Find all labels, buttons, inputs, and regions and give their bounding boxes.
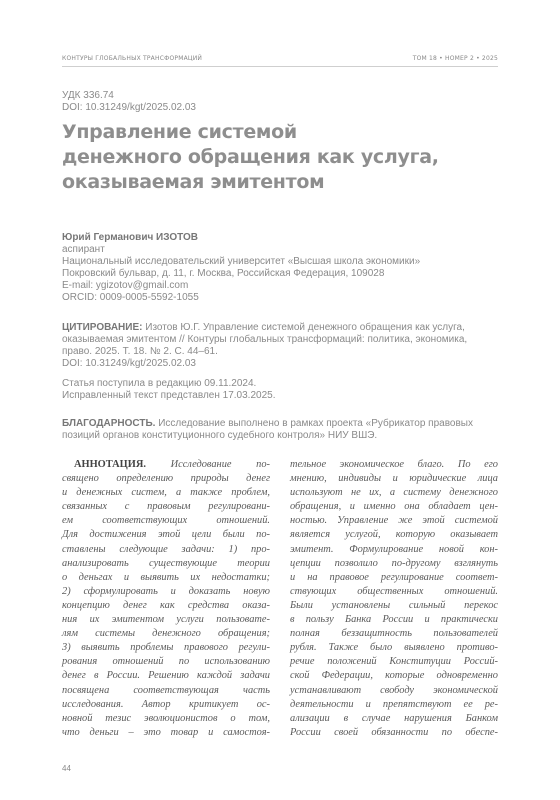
acknowledgement-label: БЛАГОДАРНОСТЬ.	[62, 418, 156, 429]
header-divider	[62, 66, 498, 67]
author-address: Покровский бульвар, д. 11, г. Москва, Российская Федерация, 109028	[62, 268, 385, 279]
citation-block	[62, 322, 482, 370]
author-email[interactable]: E-mail: ygizotov@gmail.com	[62, 280, 189, 291]
abstract-line: ализации в случае нарушения Банком	[290, 712, 498, 724]
article-title	[62, 120, 482, 195]
abstract-line: анализировать существующие теории	[62, 557, 270, 569]
abstract-line: ствующих общественных отношений.	[290, 585, 498, 597]
abstract-left-column	[62, 458, 270, 740]
abstract-line: исследования. Автор критикует ос-	[62, 698, 270, 710]
abstract-line: в пользу Банка России и практически	[290, 614, 498, 626]
abstract-line: денег в России. Решению каждой задачи	[62, 670, 270, 682]
author-block	[62, 232, 420, 304]
author-affiliation: Национальный исследовательский университет «Высшая школа экономики»	[62, 256, 421, 267]
abstract-line: лям системы денежного обращения;	[62, 628, 270, 640]
running-header	[62, 55, 498, 62]
abstract-line: устанавливают свободу экономической	[290, 684, 498, 696]
abstract-line-text: Исследование по-	[170, 459, 270, 470]
author-name: Юрий Германович ИЗОТОВ	[62, 232, 199, 243]
abstract-line: и денежных систем, а также проблем,	[62, 487, 270, 499]
abstract-line: 2) сформулировать и доказать новую	[62, 585, 270, 597]
abstract-line: полная беззащитность пользователей	[290, 628, 498, 640]
abstract-line: деятельности и препятствуют ее ре-	[290, 698, 498, 710]
abstract-line: и на правовое регулирование соответ-	[290, 571, 498, 583]
page-number: 44	[62, 764, 71, 773]
abstract-line: посвящена соответствующая часть	[62, 684, 270, 696]
abstract-line: что деньги – это товар и самостоя-	[62, 726, 270, 738]
abstract-line: 3) выявить проблемы правового регули-	[62, 642, 270, 654]
abstract-line: рубля. Также было выявлено противо-	[290, 642, 498, 654]
revised-date: Исправленный текст представлен 17.03.2025.	[62, 390, 276, 401]
title-line: Управление системой	[62, 121, 297, 143]
citation-doi[interactable]: DOI: 10.31249/kgt/2025.02.03	[62, 358, 196, 369]
abstract-line: речие положений Конституции Россий-	[290, 656, 498, 668]
received-date: Статья поступила в редакцию 09.11.2024.	[62, 378, 257, 389]
citation-text: Изотов Ю.Г. Управление системой денежного обращения как услуга, оказываемая эмитентом // Контуры глобальных трансформаций: политика, экономика, право. 2025. Т. 18. № 2. С. 44–61.	[62, 322, 468, 357]
author-position: аспирант	[62, 244, 105, 255]
abstract-label: АННОТАЦИЯ.	[74, 459, 146, 470]
abstract-line: ния их эмитентом услуги пользовате-	[62, 614, 270, 626]
abstract-line: о деньгах и выявить их недостатки;	[62, 571, 270, 583]
acknowledgement	[62, 418, 492, 442]
journal-name: КОНТУРЫ ГЛОБАЛЬНЫХ ТРАНСФОРМАЦИЙ	[62, 55, 203, 62]
abstract-line: России своей обязанности по обеспе-	[290, 726, 498, 738]
abstract-line: ской Федерации, которые одновременно	[290, 670, 498, 682]
abstract-line: священо определению природы денег	[62, 473, 270, 485]
author-orcid[interactable]: ORCID: 0009-0005-5592-1055	[62, 292, 199, 303]
abstract-line: цепции позволило по-другому взглянуть	[290, 557, 498, 569]
abstract-line: эмитент. Формулирование новой кон-	[290, 543, 498, 555]
title-line: денежного обращения как услуга,	[62, 146, 439, 168]
abstract-line: Для достижения этой цели были по-	[62, 529, 270, 541]
abstract-line: связанных с правовым регулировани-	[62, 501, 270, 513]
abstract-line: используют не их, а систему денежного	[290, 487, 498, 499]
doi-link[interactable]: DOI: 10.31249/kgt/2025.02.03	[62, 102, 196, 113]
abstract-line: обращения, и именно она обладает цен-	[290, 501, 498, 513]
abstract-line: ем соответствующих отношений.	[62, 515, 270, 527]
abstract-line: новной тезис эволюционистов о том,	[62, 712, 270, 724]
title-line: оказываемая эмитентом	[62, 171, 325, 193]
abstract-line: тельное экономическое благо. По его	[290, 459, 498, 470]
citation-label: ЦИТИРОВАНИЕ:	[62, 322, 143, 333]
abstract-line: Были установлены сильный перекос	[290, 599, 498, 611]
abstract-line: концепцию денег как средства оказа-	[62, 599, 270, 611]
dates-block	[62, 378, 275, 402]
acknowledgement-text: Исследование выполнено в рамках проекта «Рубрикатор правовых позиций органов конституционного судебного контроля» НИУ ВШЭ.	[62, 418, 473, 441]
udc-code: УДК 336.74	[62, 90, 114, 101]
article-meta	[62, 90, 196, 114]
abstract-line: ставлены следующие задачи: 1) про-	[62, 543, 270, 555]
issue-info: ТОМ 18 • НОМЕР 2 • 2025	[412, 55, 498, 62]
abstract-line	[62, 458, 270, 472]
abstract-right-column	[290, 458, 498, 740]
abstract-line: ностью. Управление же этой системой	[290, 515, 498, 527]
abstract-line: рования отношений по использованию	[62, 656, 270, 668]
abstract-line: является услугой, которую оказывает	[290, 529, 498, 541]
abstract-line: мнению, индивиды и юридические лица	[290, 473, 498, 485]
